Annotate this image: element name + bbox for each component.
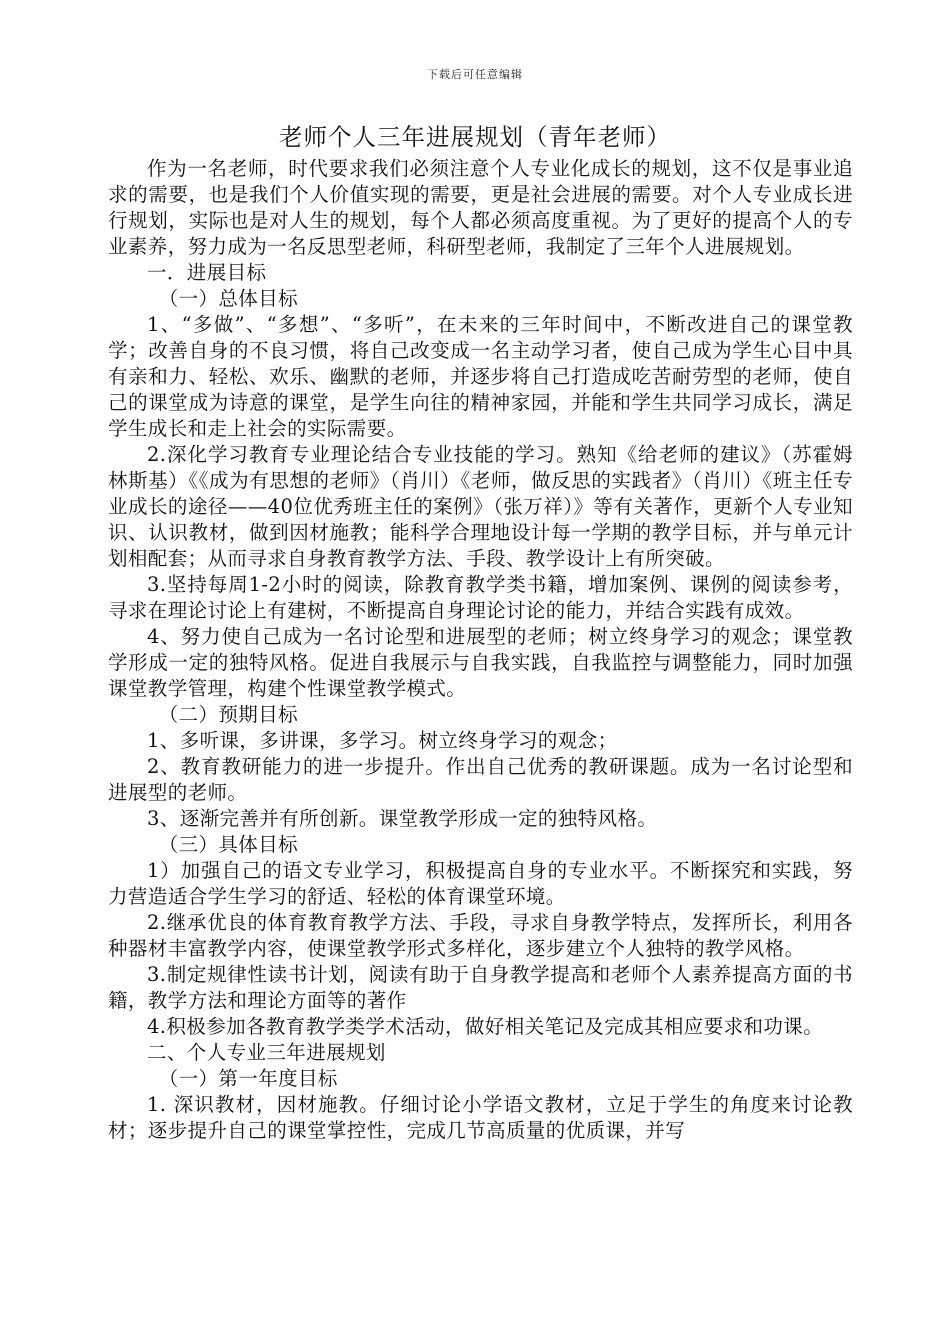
- subsection-heading: （二）预期目标: [158, 703, 298, 726]
- subsection-heading: （一）总体目标: [158, 287, 298, 310]
- paragraph: 3.制定规律性读书计划，阅读有助于自身教学提高和老师个人素养提高方面的书籍，教学方法和理论方面等的著作: [108, 963, 853, 1012]
- section-heading: 二、个人专业三年进展规划: [147, 1041, 386, 1064]
- paragraph: 1、多听课，多讲课，多学习。树立终身学习的观念；: [147, 729, 618, 752]
- subsection-heading: （三）具体目标: [158, 833, 298, 856]
- subsection-heading: （一）第一年度目标: [158, 1067, 338, 1090]
- paragraph: 4.积极参加各教育教学类学术活动，做好相关笔记及完成其相应要求和功课。: [147, 1015, 824, 1038]
- paragraph: 2.深化学习教育专业理论结合专业技能的学习。熟知《给老师的建议》（苏霍姆林斯基）《《成为有思想的老师》（肖川）《老师，做反思的实践者》（肖川）《班主任专业成长的途径——40位优秀班主任的案例》（张万祥）》等有关著作，更新个人专业知识、认识教材，做到因材施教；能科学合理地设计每一学期的教学目标，并与单元计划相配套；从而寻求自身教育教学方法、手段、教学设计上有所突破。: [108, 443, 853, 570]
- document-title: 老师个人三年进展规划（青年老师）: [279, 123, 671, 151]
- paragraph: 作为一名老师，时代要求我们必须注意个人专业化成长的规划，这不仅是事业追求的需要，也是我们个人价值实现的需要，更是社会进展的需要。对个人专业成长进行规划，实际也是对人生的规划，每个人都必须高度重视。为了更好的提高个人的专业素养，努力成为一名反思型老师，科研型老师，我制定了三年个人进展规划。: [108, 157, 853, 258]
- paragraph: 1. 深识教材，因材施教。仔细讨论小学语文教材，立足于学生的角度来讨论教材；逐步提升自己的课堂掌控性，完成几节高质量的优质课，并写: [108, 1093, 853, 1142]
- paragraph: 3、逐渐完善并有所创新。课堂教学形成一定的独特风格。: [147, 807, 658, 830]
- paragraph: 2、教育教研能力的进一步提升。作出自己优秀的教研课题。成为一名讨论型和进展型的老师。: [108, 755, 853, 804]
- paragraph: 2.继承优良的体育教育教学方法、手段，寻求自身教学特点，发挥所长，利用各种器材丰富教学内容，使课堂教学形式多样化，逐步建立个人独特的教学风格。: [108, 911, 853, 960]
- paragraph: 4、努力使自己成为一名讨论型和进展型的老师；树立终身学习的观念；课堂教学形成一定的独特风格。促进自我展示与自我实践，自我监控与调整能力，同时加强课堂教学管理，构建个性课堂教学模式。: [108, 625, 853, 700]
- document-body: [108, 156, 853, 1144]
- paragraph: 1、“多做”、“多想”、“多听”，在未来的三年时间中，不断改进自己的课堂教学；改善自身的不良习惯，将自己改变成一名主动学习者，使自己成为学生心目中具有亲和力、轻松、欢乐、幽默的老师，并逐步将自己打造成吃苦耐劳型的老师，使自己的课堂成为诗意的课堂，是学生向往的精神家园，并能和学生共同学习成长，满足学生成长和走上社会的实际需要。: [108, 313, 853, 440]
- header-note: 下载后可任意编辑: [427, 68, 523, 81]
- section-heading: 一．进展目标: [147, 261, 267, 284]
- paragraph: 1）加强自己的语文专业学习，积极提高自身的专业水平。不断探究和实践，努力营造适合学生学习的舒适、轻松的体育课堂环境。: [108, 859, 853, 908]
- paragraph: 3.坚持每周1-2小时的阅读，除教育教学类书籍，增加案例、课例的阅读参考，寻求在理论讨论上有建树，不断提高自身理论讨论的能力，并结合实践有成效。: [108, 573, 853, 622]
